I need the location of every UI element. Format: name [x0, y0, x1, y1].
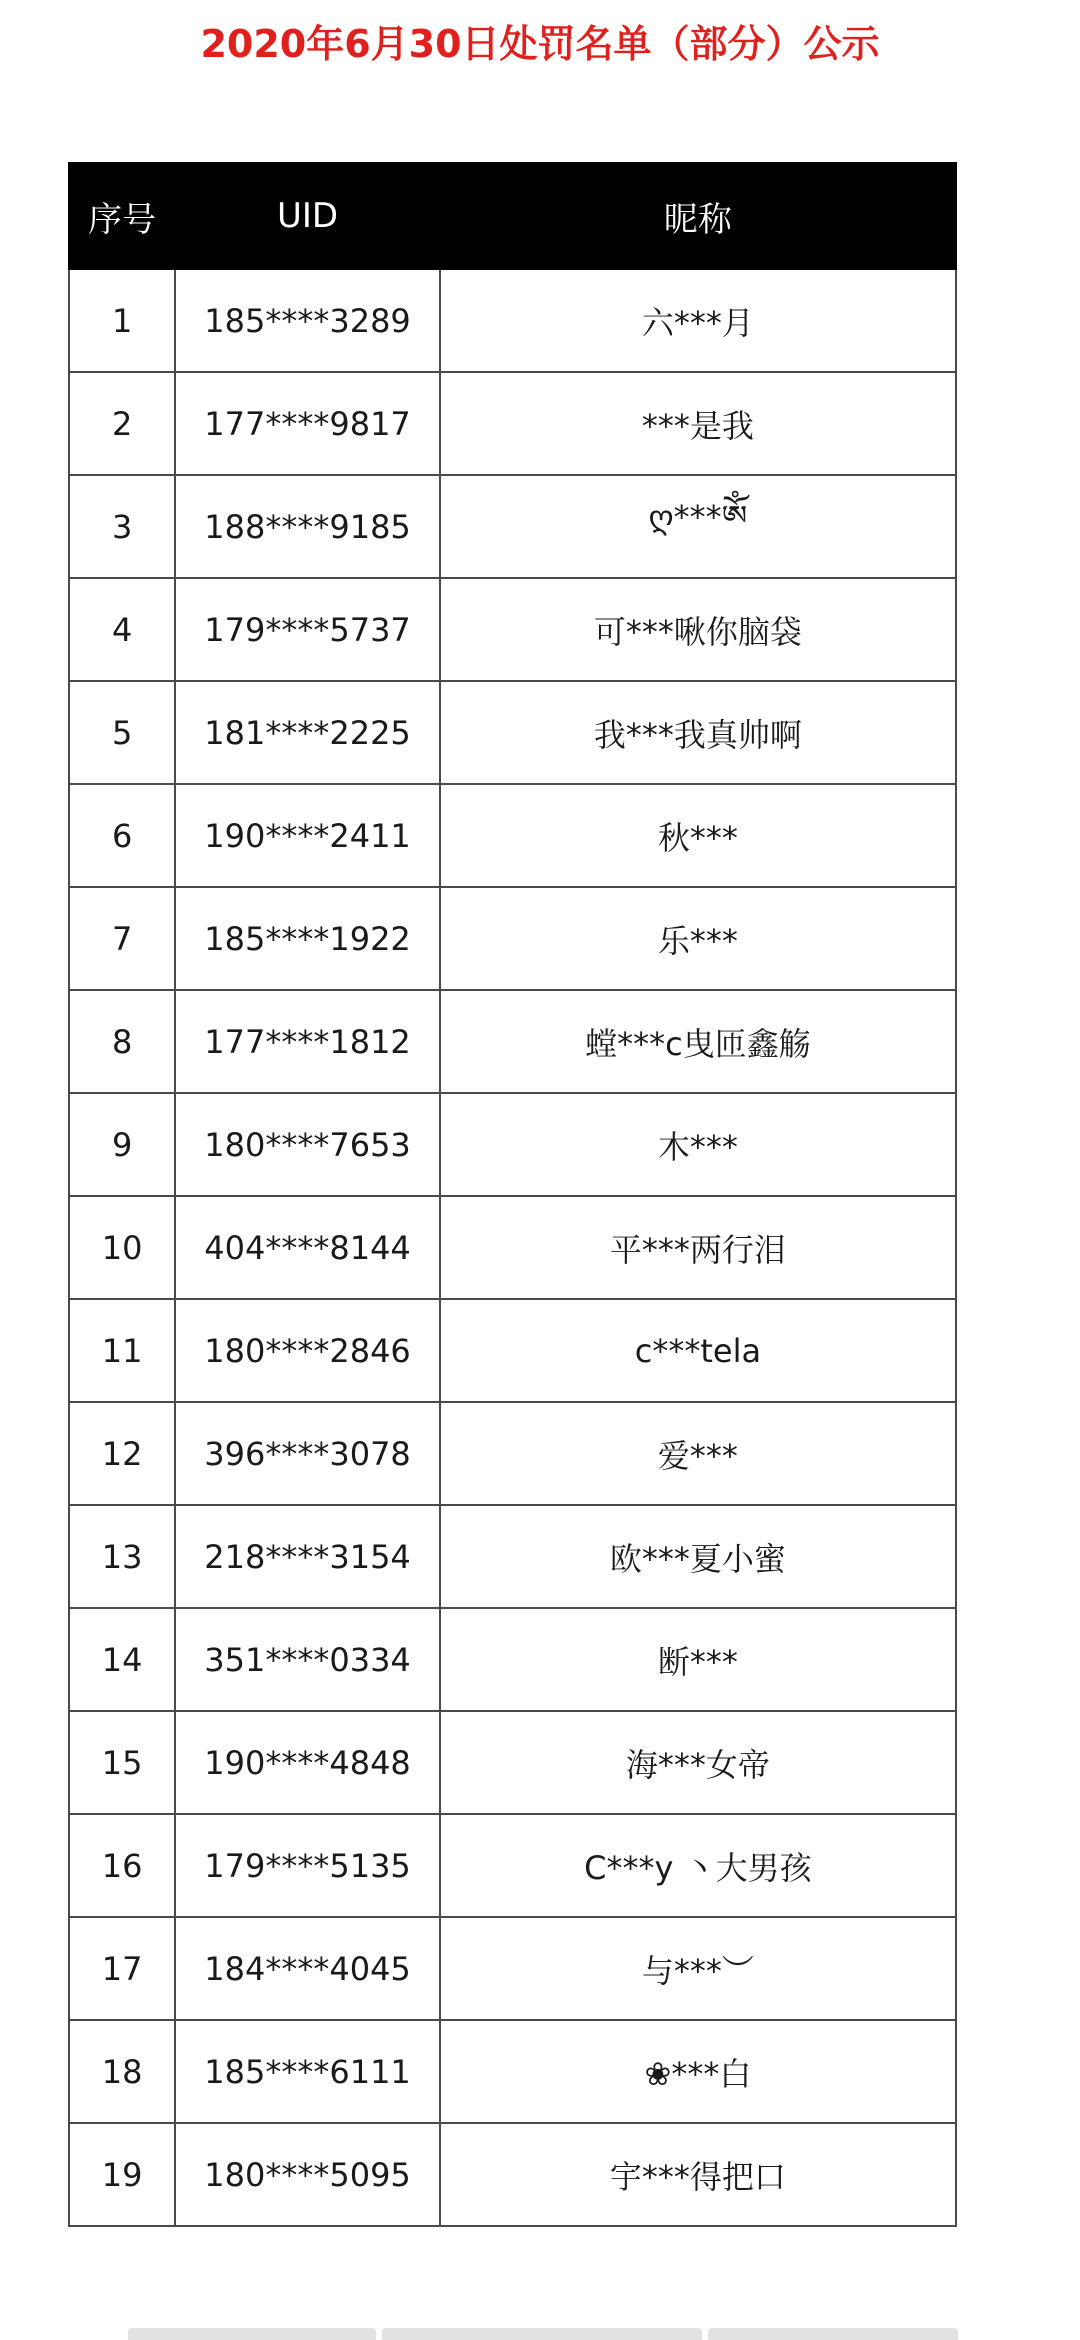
page-title: 2020年6月30日处罚名单（部分）公示	[200, 22, 880, 66]
header-nickname: 昵称	[440, 163, 956, 269]
cell-nickname: 与***︶	[440, 1917, 956, 2020]
cell-nickname: 六***月	[440, 269, 956, 372]
cell-uid: 218****3154	[175, 1505, 440, 1608]
cell-uid: 177****1812	[175, 990, 440, 1093]
table-body	[69, 269, 956, 2226]
cell-index: 13	[69, 1505, 175, 1608]
cell-index: 15	[69, 1711, 175, 1814]
cell-uid: 179****5135	[175, 1814, 440, 1917]
cell-uid: 180****5095	[175, 2123, 440, 2226]
table-row	[69, 2020, 956, 2123]
cell-nickname: 螳***c曳匝鑫觞	[440, 990, 956, 1093]
cell-index: 7	[69, 887, 175, 990]
table-row	[69, 990, 956, 1093]
cell-uid: 181****2225	[175, 681, 440, 784]
cell-uid: 185****6111	[175, 2020, 440, 2123]
cell-index: 5	[69, 681, 175, 784]
cell-index: 8	[69, 990, 175, 1093]
penalty-list-table	[68, 162, 957, 2227]
table-row	[69, 475, 956, 578]
table-row	[69, 887, 956, 990]
cell-nickname: 可***啾你脑袋	[440, 578, 956, 681]
cell-uid: 190****4848	[175, 1711, 440, 1814]
cell-index: 3	[69, 475, 175, 578]
table-row	[69, 372, 956, 475]
cell-nickname: 宇***得把口	[440, 2123, 956, 2226]
table-row	[69, 578, 956, 681]
cell-nickname: 断***	[440, 1608, 956, 1711]
table-header	[69, 163, 956, 269]
cell-nickname: 爱***	[440, 1402, 956, 1505]
table-row	[69, 1093, 956, 1196]
cell-uid: 188****9185	[175, 475, 440, 578]
table-row	[69, 269, 956, 372]
cell-nickname: ღ***ༀ	[440, 475, 956, 578]
table-row	[69, 1402, 956, 1505]
bottom-tab-bar-segment	[708, 2328, 958, 2340]
cell-index: 14	[69, 1608, 175, 1711]
table-row	[69, 1196, 956, 1299]
cell-uid: 180****2846	[175, 1299, 440, 1402]
cell-index: 16	[69, 1814, 175, 1917]
cell-uid: 190****2411	[175, 784, 440, 887]
cell-uid: 396****3078	[175, 1402, 440, 1505]
table-row	[69, 1505, 956, 1608]
header-index: 序号	[69, 163, 175, 269]
cell-nickname: c***tela	[440, 1299, 956, 1402]
cell-uid: 184****4045	[175, 1917, 440, 2020]
cell-uid: 404****8144	[175, 1196, 440, 1299]
cell-uid: 177****9817	[175, 372, 440, 475]
bottom-tab-bar-segment	[382, 2328, 702, 2340]
cell-nickname: ❀***白	[440, 2020, 956, 2123]
cell-nickname: 欧***夏小蜜	[440, 1505, 956, 1608]
cell-nickname: 秋***	[440, 784, 956, 887]
cell-nickname: 海***女帝	[440, 1711, 956, 1814]
cell-index: 10	[69, 1196, 175, 1299]
table-row	[69, 784, 956, 887]
table-row	[69, 1814, 956, 1917]
cell-index: 1	[69, 269, 175, 372]
cell-nickname: C***y 丶大男孩	[440, 1814, 956, 1917]
cell-index: 9	[69, 1093, 175, 1196]
header-uid: UID	[175, 163, 440, 269]
cell-index: 17	[69, 1917, 175, 2020]
header-row	[69, 163, 956, 269]
bottom-tab-bar-segment	[128, 2328, 376, 2340]
cell-index: 2	[69, 372, 175, 475]
cell-nickname: 平***两行泪	[440, 1196, 956, 1299]
cell-uid: 185****3289	[175, 269, 440, 372]
cell-uid: 180****7653	[175, 1093, 440, 1196]
cell-uid: 351****0334	[175, 1608, 440, 1711]
table-row	[69, 1299, 956, 1402]
cell-index: 18	[69, 2020, 175, 2123]
cell-uid: 179****5737	[175, 578, 440, 681]
table-row	[69, 681, 956, 784]
cell-uid: 185****1922	[175, 887, 440, 990]
table-row	[69, 1711, 956, 1814]
cell-nickname: 木***	[440, 1093, 956, 1196]
cell-index: 4	[69, 578, 175, 681]
table-row	[69, 2123, 956, 2226]
cell-nickname: 我***我真帅啊	[440, 681, 956, 784]
cell-index: 11	[69, 1299, 175, 1402]
cell-nickname: 乐***	[440, 887, 956, 990]
table-row	[69, 1608, 956, 1711]
table-row	[69, 1917, 956, 2020]
cell-nickname: ***是我	[440, 372, 956, 475]
cell-index: 12	[69, 1402, 175, 1505]
cell-index: 19	[69, 2123, 175, 2226]
cell-index: 6	[69, 784, 175, 887]
